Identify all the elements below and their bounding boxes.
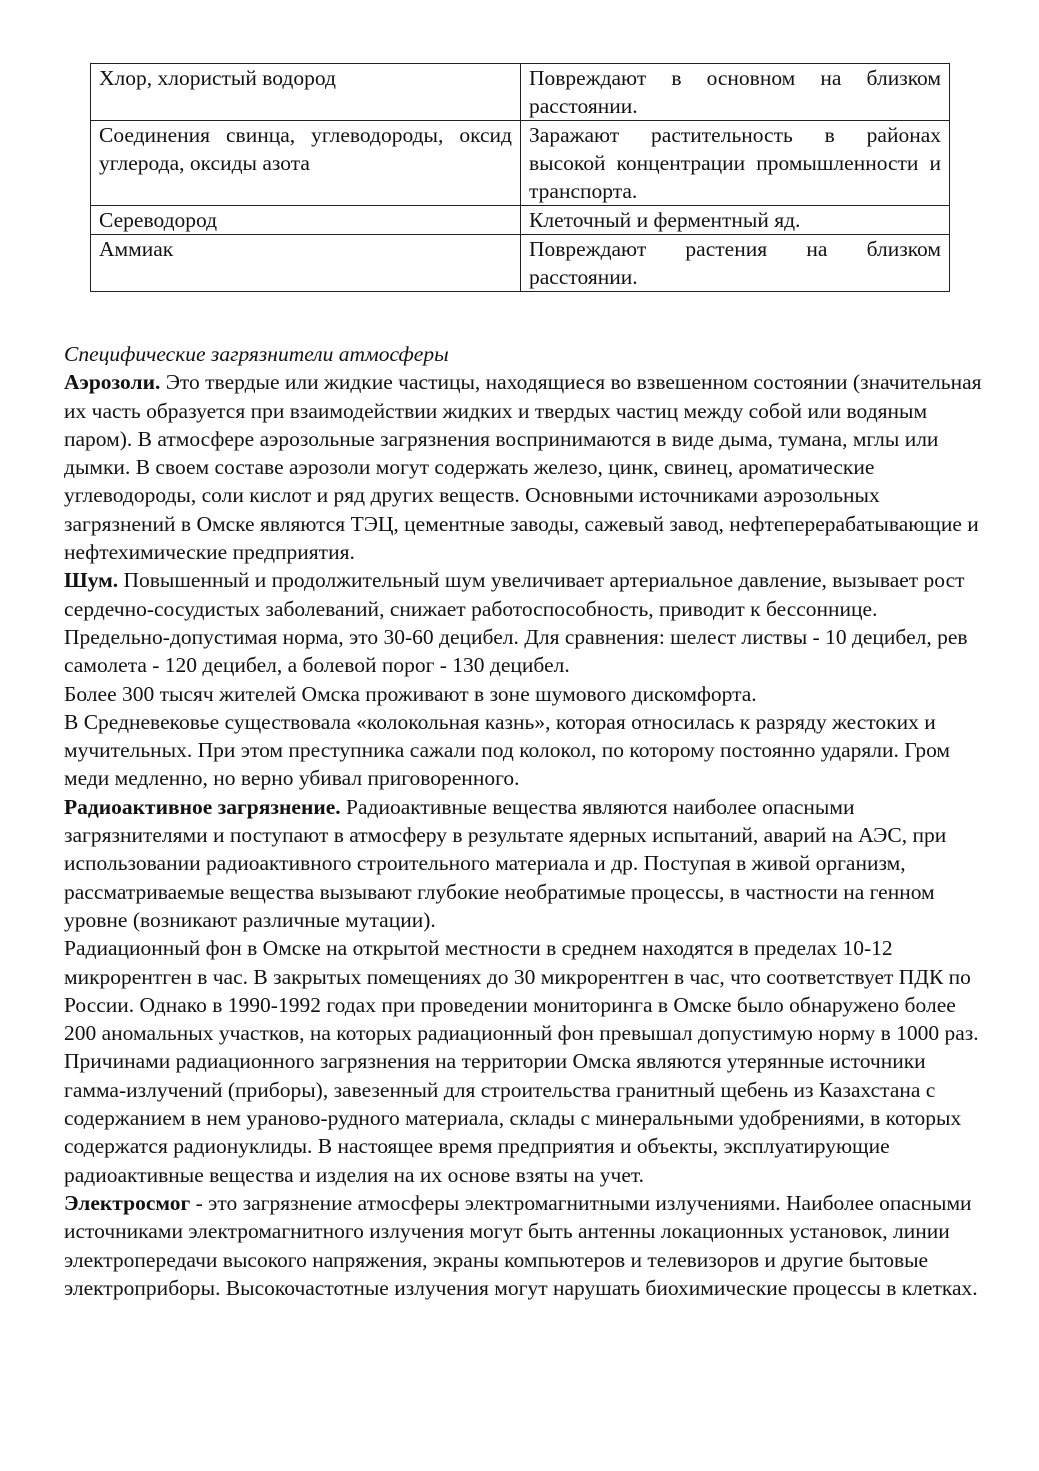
effect-cell: Повреждают растения на близком расстоянии. [521, 235, 950, 292]
document-body [64, 340, 984, 1302]
substance-cell: Сереводород [91, 206, 521, 235]
table-row [91, 206, 950, 235]
table-row [91, 235, 950, 292]
pollutants-table [90, 63, 950, 292]
paragraph-noise-omsk: Более 300 тысяч жителей Омска проживают в зоне шумового дискомфорта. [64, 681, 757, 706]
paragraph-lead: Шум. [64, 568, 119, 593]
effect-cell: Клеточный и ферментный яд. [521, 206, 950, 235]
effect-cell: Заражают растительность в районах высокой концентрации промышленности и транспорта. [521, 121, 950, 206]
paragraph-electrosmog [64, 1189, 984, 1302]
paragraph-radiation-omsk: Радиационный фон в Омске на открытой местности в среднем находятся в пределах 10-12 микрорентген в час. В закрытых помещениях до 30 микрорентген в час, что соответствует ПДК по России. Однако в 1990-1992 годах при проведении мониторинга в Омске было обнаружено более 200 аномальных участков, на которых радиационный фон превышал допустимую норму в 1000 раз. Причинами радиационного загрязнения на территории Омска являются утерянные источники гамма-излучений (приборы), завезенный для строительства гранитный щебень из Казахстана с содержанием в нем ураново-рудного материала, склады с минеральными удобрениями, в которых содержатся радионуклиды. В настоящее время предприятия и объекты, эксплуатирующие радиоактивные вещества и изделия на их основе взяты на учет. [64, 936, 979, 1187]
paragraph-noise [64, 566, 984, 679]
paragraph-bell-execution: В Средневековье существовала «колокольная казнь», которая относилась к разряду жестоких и мучительных. При этом преступника сажали под колокол, по которому постоянно ударяли. Гром меди медленно, но верно убивал приговоренного. [64, 709, 951, 791]
paragraph-lead: Аэрозоли. [64, 370, 161, 395]
paragraph-text: - это загрязнение атмосферы электромагнитными излучениями. Наиболее опасными источниками электромагнитного излучения могут быть антенны локационных установок, линии электропередачи высокого напряжения, экраны компьютеров и телевизоров и другие бытовые электроприборы. Высокочастотные излучения могут нарушать биохимические процессы в клетках. [64, 1190, 978, 1300]
substance-cell: Соединения свинца, углеводороды, оксид углерода, оксиды азота [91, 121, 521, 206]
table-row [91, 121, 950, 206]
paragraph-lead: Электросмог [64, 1190, 191, 1215]
paragraph-radioactive [64, 793, 984, 934]
effect-cell: Повреждают в основном на близком расстоянии. [521, 64, 950, 121]
substance-cell: Хлор, хлористый водород [91, 64, 521, 121]
paragraph-text: Радиоактивные вещества являются наиболее опасными загрязнителями и поступают в атмосферу в результате ядерных испытаний, аварий на АЭС, при использовании радиоактивного строительного материала и др. Поступая в живой организм, рассматриваемые вещества вызывают глубокие необратимые процессы, в частности на генном уровне (возникают различные мутации). [64, 794, 947, 932]
section-title: Специфические загрязнители атмосферы [64, 342, 449, 366]
paragraph-lead: Радиоактивное загрязнение. [64, 794, 341, 819]
paragraph-text: Это твердые или жидкие частицы, находящиеся во взвешенном состоянии (значительная их часть образуется при взаимодействии жидких и твердых частиц между собой или водяным паром). В атмосфере аэрозольные загрязнения воспринимаются в виде дыма, тумана, мглы или дымки. В своем составе аэрозоли могут содержать железо, цинк, свинец, ароматические углеводороды, соли кислот и ряд других веществ. Основными источниками аэрозольных загрязнений в Омске являются ТЭЦ, цементные заводы, сажевый завод, нефтеперерабатывающие и нефтехимические предприятия. [64, 370, 982, 565]
paragraph-aerosols [64, 368, 984, 566]
paragraph-text: Повышенный и продолжительный шум увеличивает артериальное давление, вызывает рост сердечно-сосудистых заболеваний, снижает работоспособность, приводит к бессоннице. Предельно-допустимая норма, это 30-60 децибел. Для сравнения: шелест листвы - 10 децибел, рев самолета - 120 децибел, а болевой порог - 130 децибел. [64, 568, 968, 678]
substance-cell: Аммиак [91, 235, 521, 292]
table-row [91, 64, 950, 121]
